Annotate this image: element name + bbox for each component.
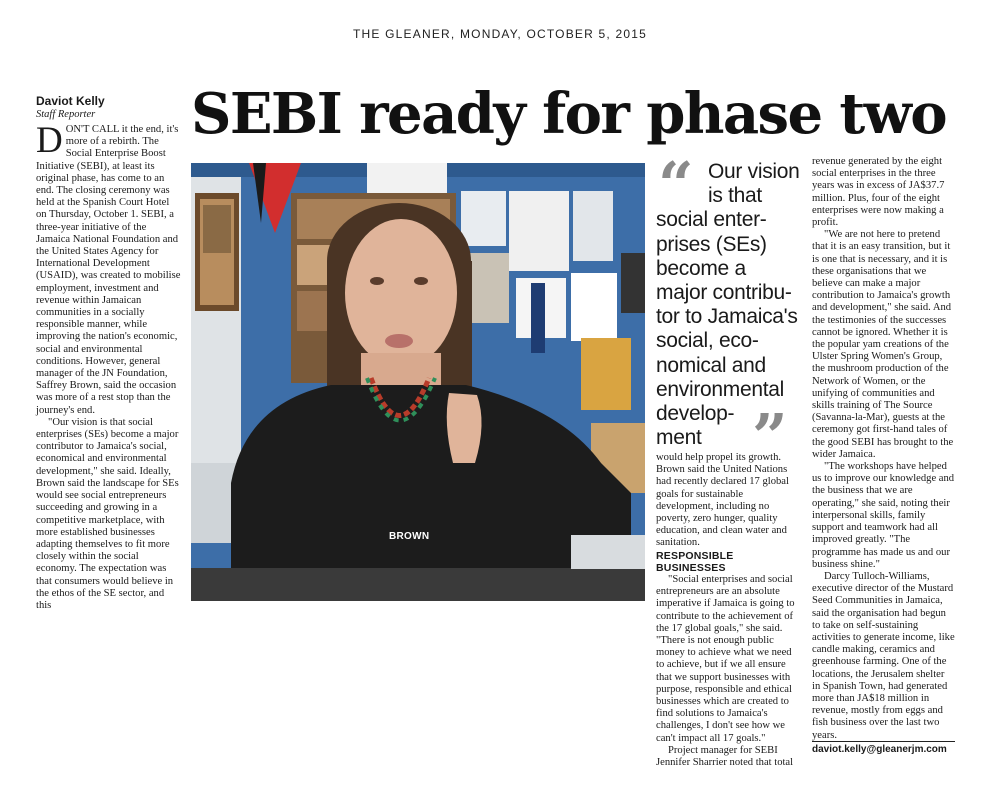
pull-quote [650,148,802,473]
article-column-4 [812,156,955,741]
pull-quote-line: Our vision [708,160,800,183]
lead-text: ON'T CALL it the end, it's more of a rebirth. The Social Enterprise Boost Initiative (SEBI), at least its original phase, has come to an end. The closing ceremony was held at the Spanish Court Hotel on Thursday, October 1. SEBI, a three-year initiative of the Jamaica National Foundation and the United States Agency for International Development (USAID), was created to mobilise employment, investment and revenue within Jamaican communities in a socially responsible manner, while improving the nation's economic, social and environmental conditions. However, general manager of the JN Foundation, Saffrey Brown, said the occasion was more of a rest stop than the journey's end. [36,124,181,416]
paragraph: "We are not here to pretend that it is an easy transition, but it is one that is necessary, and it is these organisations that we believe can make a major contribution to Jamaica's growth and development," she said. And the testimonies of the successes cannot be ignored. Whether it is the popular yam creations of the Ulster Spring Women's Group, the mushroom production of the Network of Women, or the unifying of communities and skills training of The Source (Savanna-la-Mar), guests at the ceremony got first-hand tales of the good SEBI has brought to the wider Jamaica. [812,229,954,460]
pull-quote-line: develop- [656,402,735,426]
author-name: Daviot Kelly [36,94,105,108]
paragraph: revenue generated by the eight social enterprises in the three years was in excess of JA$37.7 million. Plus, four of the eight enterprises were now making a profit. [812,156,945,229]
pull-quote-line: tor to Jamaica's [656,305,798,329]
headline: SEBI ready for phase two [191,81,947,147]
paragraph: "Social enterprises and social entrepreneurs are an absolute imperative if Jamaica is going to contribute to the achievement of the 17 global goals," she said. "There is not enough public money to achieve what we need to achieve, but if we all ensure that we support businesses with purpose, responsible and ethical businesses which are created to find solutions to Jamaica's challenges, I don't see how we can't impact all 17 goals." [656,574,795,744]
paragraph: Project manager for SEBI Jennifer Sharrier noted that total [656,744,794,769]
pull-quote-line: major contribu- [656,281,792,305]
pull-quote-line: ment [656,426,702,450]
footer-rule [812,741,955,742]
paragraph: Darcy Tulloch-Williams, executive director of the Mustard Seed Communities in Jamaica, said the organisation had begun to take on self-sustaining activities to generate income, like candle making, ceramics and greenhouse farming. One of the locations, the Jerusalem shelter in Spanish Town, had generated more than JA$18 million in revenue, mostly from eggs and fish business over the last two years. [812,570,955,741]
pull-quote-line: become a [656,256,746,280]
article-column-1 [36,120,182,611]
byline [36,94,186,120]
photo-caption: BROWN [389,531,430,542]
subhead: RESPONSIBLE BUSINESSES [656,549,734,574]
page-header: THE GLEANER, MONDAY, OCTOBER 5, 2015 [353,27,647,41]
pull-quote-line: environmental [656,377,785,401]
open-quote-mark-icon: “ [658,148,694,221]
paragraph: "The workshops have helped us to improve our knowledge and the business that we are operating," she said, noting their interpersonal skills, family support and teamwork had all improved greatly. "The programme has made us and our business shine." [812,461,955,570]
pull-quote-line: prises (SEs) [656,232,767,256]
close-quote-mark-icon: ” [752,400,788,473]
drop-cap: D [36,120,63,161]
pull-quote-line: social, eco- [656,329,759,353]
pull-quote-line: nomical and [656,353,766,377]
article-photo [191,163,645,601]
lead-paragraph [36,120,182,417]
author-email: daviot.kelly@gleanerjm.com [812,744,947,755]
article-column-3 [656,452,799,769]
pull-quote-line: social enter- [656,208,767,232]
pull-quote-line: is that [708,184,762,208]
paragraph: would help propel its growth. Brown said the United Nations had recently declared 17 global goals for sustainable development, including no poverty, zero hunger, quality education, and clean water and sanitation. [656,452,789,549]
author-role: Staff Reporter [36,109,96,120]
paragraph: "Our vision is that social enterprises (SEs) become a major contributor to Jamaica's social, economical and environmental development," she said. Ideally, Brown said the landscape for SEs would see social entrepreneurs succeeding and growing in a competitive marketplace, with more established businesses adapting themselves to fit more closely within the social economy. The expectation was that consumers would believe in the ethos of the SE sector, and this [36,416,179,611]
